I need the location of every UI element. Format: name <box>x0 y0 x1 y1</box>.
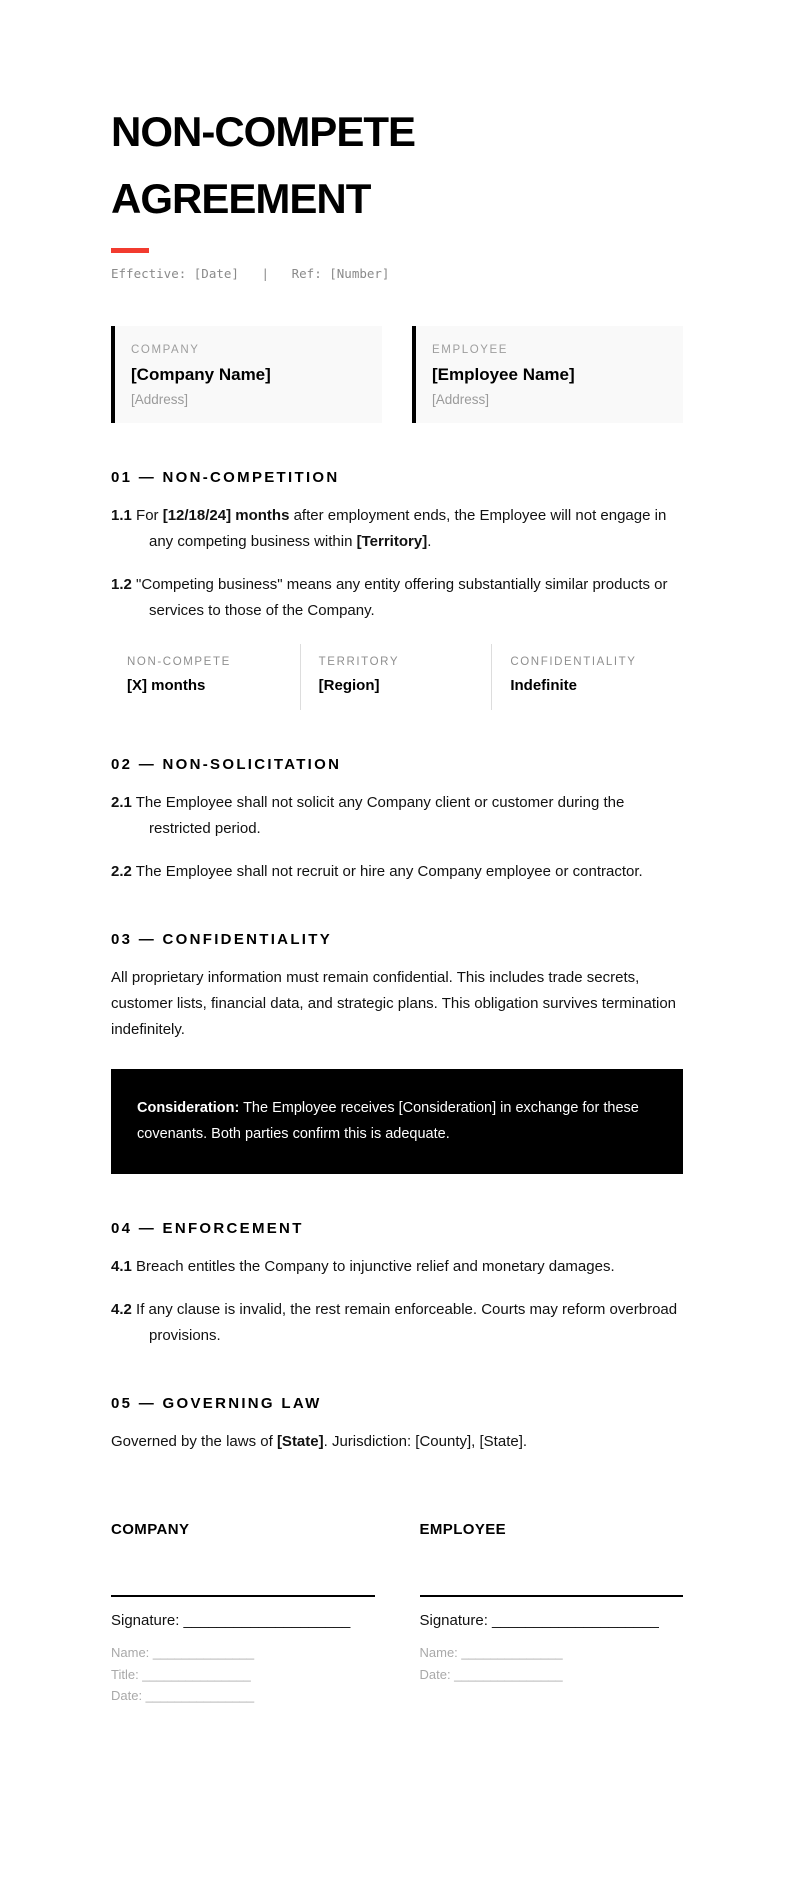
stat-value: [X] months <box>127 677 206 695</box>
signature-party-heading: COMPANY <box>111 1520 190 1538</box>
document-title <box>111 98 683 232</box>
clause-text: Breach entitles the Company to injunctive relief and monetary damages. <box>131 1257 615 1275</box>
section-heading-non-competition: 01 — NON-COMPETITION <box>111 469 340 487</box>
signature-line: Signature: ____________________ <box>419 1611 659 1629</box>
clause-1-1 <box>111 503 683 555</box>
stat-confidentiality <box>491 644 683 710</box>
non-compete-agreement-document <box>111 0 683 1877</box>
company-party-card <box>111 326 382 423</box>
clause-text: The Employee shall not solicit any Company client or customer during the restricted period. <box>131 794 625 838</box>
signature-section <box>111 1521 683 1707</box>
section-heading-enforcement: 04 — ENFORCEMENT <box>111 1219 304 1237</box>
clause-bold-term: [12/18/24] months <box>162 507 290 525</box>
company-signature-block <box>111 1521 375 1707</box>
clause-1-2 <box>111 572 683 624</box>
company-party-label: COMPANY <box>131 344 200 357</box>
clause-text: The Employee shall not recruit or hire any Company employee or contractor. <box>131 863 643 880</box>
signature-rule <box>420 1595 684 1597</box>
confidentiality-paragraph: All proprietary information must remain confidential. This includes trade secrets, customer lists, financial data, and strategic plans. This obligation survives termination indefinitely. <box>111 968 676 1038</box>
stat-label: TERRITORY <box>318 656 400 669</box>
clause-number: 1.1 <box>111 507 132 525</box>
employee-signature-block <box>420 1521 684 1707</box>
clause-bold-term: [Territory] <box>356 533 428 551</box>
clause-text: . <box>427 533 432 551</box>
document-title-line-2: AGREEMENT <box>111 175 371 223</box>
clause-4-2 <box>111 1297 683 1349</box>
consideration-callout <box>111 1069 683 1174</box>
clause-text: "Competing business" means any entity offering substantially similar products or services to those of the Company. <box>131 576 668 620</box>
parties-row <box>111 326 683 423</box>
clause-text: . Jurisdiction: [County], [State]. <box>323 1432 528 1450</box>
document-meta: Effective: [Date] | Ref: [Number] <box>111 266 390 282</box>
clause-2-1 <box>111 790 683 842</box>
clause-number: 4.1 <box>111 1257 132 1275</box>
signature-fields <box>111 1642 375 1707</box>
stat-value: [Region] <box>318 677 380 695</box>
employee-party-address: [Address] <box>432 392 490 408</box>
employee-party-card <box>412 326 683 423</box>
stat-label: CONFIDENTIALITY <box>510 656 637 669</box>
signature-field-name: Name: ______________ <box>111 1644 255 1660</box>
employee-party-label: EMPLOYEE <box>432 344 509 357</box>
consideration-text: The Employee receives [Consideration] in exchange for these covenants. Both parties confirm this is adequate. <box>137 1099 639 1142</box>
stat-non-compete <box>111 644 300 710</box>
clause-text: If any clause is invalid, the rest remain enforceable. Courts may reform overbroad provisions. <box>131 1300 678 1344</box>
signature-field-date: Date: _______________ <box>111 1688 255 1704</box>
governing-law-paragraph <box>111 1429 683 1455</box>
signature-field-name: Name: ______________ <box>419 1644 563 1660</box>
signature-party-heading: EMPLOYEE <box>419 1520 507 1538</box>
company-party-address: [Address] <box>131 392 189 408</box>
key-terms-row <box>111 644 683 710</box>
section-heading-governing-law: 05 — GOVERNING LAW <box>111 1394 322 1412</box>
signature-fields <box>420 1642 684 1686</box>
clause-2-2 <box>111 859 683 885</box>
stat-label: NON-COMPETE <box>127 656 231 669</box>
clause-4-1 <box>111 1254 683 1280</box>
stat-territory <box>300 644 492 710</box>
signature-field-title: Title: _______________ <box>111 1666 251 1682</box>
clause-bold-term: [State] <box>276 1432 324 1450</box>
clause-text: Governed by the laws of <box>111 1432 277 1450</box>
signature-rule <box>111 1595 375 1597</box>
clause-number: 1.2 <box>111 576 132 594</box>
document-title-line-1: NON-COMPETE <box>111 108 415 155</box>
clause-number: 2.2 <box>111 863 132 880</box>
clause-number: 4.2 <box>111 1300 132 1318</box>
clause-text: For <box>131 507 163 525</box>
consideration-lead: Consideration: <box>137 1099 240 1116</box>
clause-number: 2.1 <box>111 794 132 812</box>
section-heading-non-solicitation: 02 — NON-SOLICITATION <box>111 756 342 774</box>
accent-bar <box>111 248 149 253</box>
section-heading-confidentiality: 03 — CONFIDENTIALITY <box>111 930 333 948</box>
employee-party-name: [Employee Name] <box>432 365 575 385</box>
clause-text: after employment ends, the Employee will not engage in any competing business within <box>149 507 667 551</box>
signature-field-date: Date: _______________ <box>419 1666 563 1682</box>
company-party-name: [Company Name] <box>131 365 271 385</box>
stat-value: Indefinite <box>510 677 578 695</box>
signature-line: Signature: ____________________ <box>111 1611 351 1629</box>
